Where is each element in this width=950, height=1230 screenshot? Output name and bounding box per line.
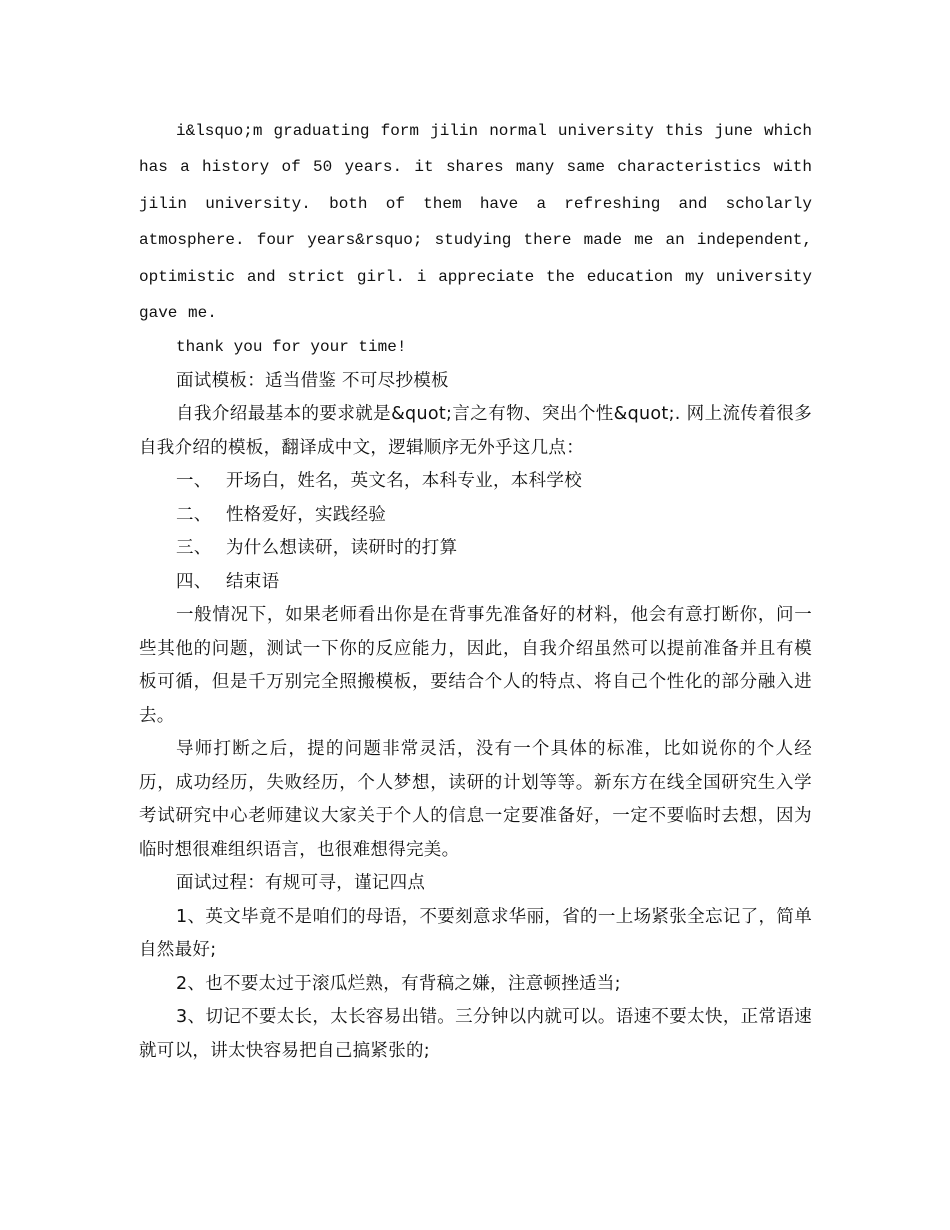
- document-page: [139, 113, 812, 1068]
- template-point-number: 三、: [176, 538, 212, 559]
- template-point-text: 开场白，姓名，英文名，本科专业，本科学校: [226, 471, 582, 492]
- template-point-number: 四、: [176, 571, 212, 592]
- template-point: [139, 566, 812, 600]
- process-point: 3、切记不要太长，太长容易出错。三分钟以内就可以。语速不要太快，正常语速就可以，讲太快容易把自己搞紧张的;: [139, 1007, 812, 1061]
- questions-paragraph: 导师打断之后，提的问题非常灵活，没有一个具体的标准，比如说你的个人经历，成功经历，失败经历，个人梦想，读研的计划等等。新东方在线全国研究生入学考试研究中心老师建议大家关于个人的信息一定要准备好，一定不要临时去想，因为临时想很难组织语言，也很难想得完美。: [139, 739, 812, 860]
- template-point: [139, 499, 812, 533]
- process-point: 1、英文毕竟不是咱们的母语，不要刻意求华丽，省的一上场紧张全忘记了，简单自然最好;: [139, 906, 812, 961]
- process-point: 2、也不要太过于滚瓜烂熟，有背稿之嫌，注意顿挫适当;: [176, 973, 621, 994]
- template-intro-paragraph: 自我介绍最基本的要求就是&quot;言之有物、突出个性&quot;. 网上流传着很多自我介绍的模板，翻译成中文，逻辑顺序无外乎这几点：: [139, 404, 812, 458]
- template-point-number: 二、: [176, 504, 212, 525]
- template-point: [139, 465, 812, 499]
- thanks-line: thank you for your time!: [176, 338, 407, 357]
- interrupt-paragraph: 一般情况下，如果老师看出你是在背事先准备好的材料，他会有意打断你，问一些其他的问题，测试一下你的反应能力，因此，自我介绍虽然可以提前准备并且有模板可循，但是千万别完全照搬模板，要结合个人的特点、将自己个性化的部分融入进去。: [139, 605, 812, 726]
- template-point-number: 一、: [176, 471, 212, 492]
- english-self-intro-paragraph: i&lsquo;m graduating form jilin normal university this june which has a history of 50 years. it shares many same characteristics with jilin university. both of them have a refreshing and scholarly atmosphere. four years&rsquo; studying there made me an independent, optimistic and strict girl. i appreciate the education my university gave me.: [139, 122, 812, 323]
- template-point-text: 性格爱好，实践经验: [226, 504, 387, 525]
- heading-interview-template: 面试模板：适当借鉴 不可尽抄模板: [176, 370, 449, 391]
- heading-interview-process: 面试过程：有规可寻，谨记四点: [176, 873, 426, 894]
- template-point: [139, 532, 812, 566]
- template-point-text: 为什么想读研，读研时的打算: [226, 538, 458, 559]
- template-point-text: 结束语: [226, 571, 280, 592]
